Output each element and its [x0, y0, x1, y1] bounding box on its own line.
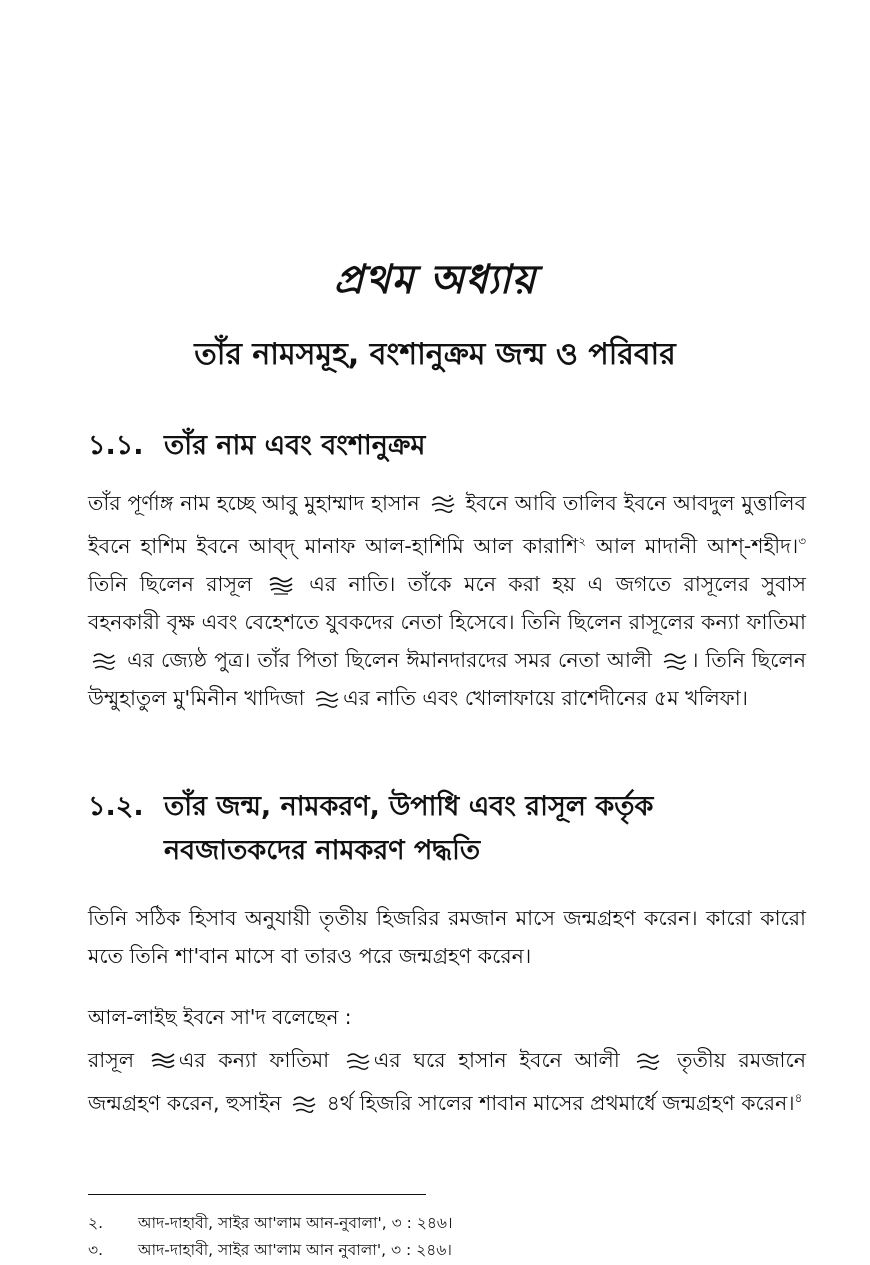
section-title-line-2: নবজাতকদের নামকরণ পদ্ধতি — [164, 835, 481, 866]
text-run: ইবনে আবি তালিব ইবনে আবদুল মুত্তালিব ইবনে হাশিম ইবনে আব্দ্ মানাফ আল-হাশিমি আল কারাশি — [88, 491, 806, 558]
footnote-number: ৩. — [88, 1241, 104, 1259]
text-run: । তিনি ছিলেন উম্মুহাতুল মু'মিনীন খাদিজা — [88, 648, 806, 710]
section-1-1-paragraph — [88, 484, 806, 717]
radiallahu-anhu-icon — [291, 1093, 317, 1115]
radiallahu-anhu-icon — [662, 650, 688, 672]
chapter-subtitle: তাঁর নামসমূহ, বংশানুক্রম জন্ম ও পরিবার — [194, 337, 676, 372]
radiallahu-anhu-icon — [430, 493, 456, 515]
section-heading-1-1 — [88, 424, 425, 470]
section-number: ১.২. — [88, 791, 144, 822]
text-run: এর ঘরে হাসান ইবনে আলী — [373, 1048, 620, 1072]
text-run: তাঁর পূর্ণাঙ্গ নাম হচ্ছে আবু মুহাম্মাদ হাসান — [88, 491, 420, 515]
radiallahu-anha-icon — [314, 688, 340, 710]
sallallahu-alaihi-wasallam-icon — [268, 574, 294, 596]
footnote-3 — [88, 1238, 452, 1264]
text-run: রাসূল — [88, 1048, 135, 1072]
text-run: তৃতীয় রমজানে জন্মগ্রহণ করেন, হুসাইন — [88, 1048, 806, 1115]
footnote-2 — [88, 1211, 453, 1237]
radiallahu-anhu-icon — [635, 1050, 661, 1072]
sallallahu-alaihi-wasallam-icon — [150, 1050, 176, 1072]
text-run: আল মাদানী আশ্-শহীদ। — [595, 534, 799, 558]
section-heading-1-2 — [88, 785, 653, 873]
section-1-2-paragraph-1: তিনি সঠিক হিসাব অনুযায়ী তৃতীয় হিজরির রমজান মাসে জন্মগ্রহণ করেন। কারো কারো মতে তিনি শা'বান মাসে বা তারও পরে জন্মগ্রহণ করেন। — [88, 906, 806, 968]
section-title — [164, 785, 653, 873]
section-title-line-1: তাঁর জন্ম, নামকরণ, উপাধি এবং রাসূল কর্তৃক — [164, 791, 654, 822]
footnote-divider — [88, 1194, 426, 1195]
footnote-number: ২. — [88, 1214, 104, 1232]
radiallahu-anha-icon — [345, 1050, 371, 1072]
chapter-title: প্রথম অধ্যায় — [333, 256, 537, 303]
radiallahu-anha-icon — [91, 650, 117, 672]
section-1-2-paragraph-2 — [88, 1041, 806, 1122]
section-title: তাঁর নাম এবং বংশানুক্রম — [164, 430, 426, 461]
text-run: এর নাতি। তাঁকে মনে করা হয় এ জগতে রাসূলের সুবাস বহনকারী বৃক্ষ এবং বেহেশতে যুবকদের নেতা হিসেবে। তিনি ছিলেন রাসূলের কন্যা ফাতিমা — [88, 572, 806, 634]
text-run: ৪র্থ হিজরি সালের শাবান মাসের প্রথমার্ধে জন্মগ্রহণ করেন। — [326, 1091, 795, 1115]
text-run: এর নাতি এবং খোলাফায়ে রাশেদীনের ৫ম খলিফা। — [343, 686, 748, 710]
text-run: এর জ্যেষ্ঠ পুত্র। তাঁর পিতা ছিলেন ঈমানদারদের সমর নেতা আলী — [127, 648, 653, 672]
footnote-marker: ৩ — [798, 534, 806, 548]
footnote-text: আদ-দাহাবী, সাইর আ'লাম আন-নুবালা', ৩ : ২৪৬। — [138, 1214, 453, 1232]
text-run: এর কন্যা ফাতিমা — [178, 1048, 330, 1072]
quote-attribution: আল-লাইছ ইবনে সা'দ বলেছেন : — [88, 1005, 352, 1029]
footnote-text: আদ-দাহাবী, সাইর আ'লাম আন নুবালা', ৩ : ২৪৬। — [138, 1241, 452, 1259]
section-number: ১.১. — [88, 430, 144, 461]
footnote-marker: ৪ — [794, 1091, 803, 1105]
text-run: তিনি ছিলেন রাসূল — [88, 572, 253, 596]
footnote-marker: ২ — [578, 534, 587, 548]
